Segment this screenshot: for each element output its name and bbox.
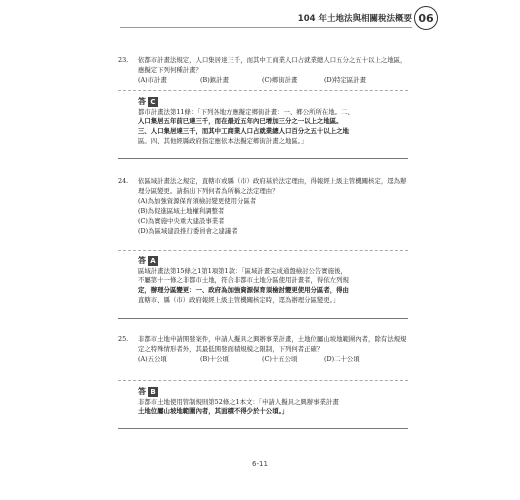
option-c: (C)為實施中央重大建設事業者: [138, 217, 225, 225]
answer-line: 人口集居五年前已達三千，而在最近五年內已增加三分之一以上之地區。: [138, 117, 343, 126]
answer-line: 土地位屬山坡地範圍內者，其面積不得少於十公頃。」: [138, 407, 289, 416]
divider: [118, 90, 408, 91]
option-a: (A)市計畫: [138, 76, 167, 84]
question-stem: 非都市土地申請開發案件，申請人擬具之興辦事業計畫，土地位屬山坡地範圍內者，除有法規規定之特殊情形者外，其最低開發面積規模之限制，下列何者正確？: [138, 335, 407, 353]
question-number: 24.: [118, 177, 129, 185]
question-24: [118, 176, 408, 236]
header-rule: [120, 27, 412, 28]
question-number: 25.: [118, 335, 129, 343]
answer-letter: A: [148, 256, 158, 266]
answer-letter: B: [148, 387, 158, 397]
option-d: (D)二十公頃: [324, 355, 360, 363]
option-b: (B)鎮計畫: [200, 76, 229, 84]
answer-letter: C: [148, 97, 158, 107]
option-b: (B)為促進區域土地權利調整者: [138, 207, 225, 215]
answer-line: 定，辦理分區變更：一、政府為加強資源保育須檢討變更使用分區者，得由: [138, 285, 349, 294]
chapter-badge: 06: [414, 6, 438, 30]
answer-badge: [138, 387, 158, 397]
answer-line: 直轄市、縣（市）政府報經上級主管機關核定時，逕為辦理分區變更。」: [138, 295, 340, 304]
answer-line: 三、人口集居達三千，而其中工商業人口占就業總人口百分之五十以上之地: [138, 126, 349, 135]
answer-label: 答: [138, 97, 146, 107]
page-header-title: 104 年土地法與相關稅法概要: [297, 14, 412, 24]
question-stem: 依都市計畫法規定，人口集居達三千，而其中工商業人口占就業總人口五分之五十以上之地區，應擬定下列何種計畫？: [138, 56, 407, 74]
question-stem: 依區域計畫法之規定，直轄市或縣（市）政府基於法定理由，得報經上級主管機關核定，逕為辦理分區變更。請指出下列何者為所稱之法定理由？: [138, 177, 407, 195]
question-25: [118, 334, 408, 364]
page-number: 6-11: [252, 460, 268, 468]
divider: [118, 318, 408, 319]
answer-label: 答: [138, 387, 146, 397]
answer-line: 非都市土地使用管制規則第52條之1本文：「申請人擬具之興辦事業計畫: [138, 397, 339, 406]
option-c: (C)十五公頃: [262, 355, 298, 363]
options-row: [138, 354, 408, 364]
divider: [118, 158, 408, 159]
option-d: (D)為區域建設推行委員會之建議者: [138, 227, 238, 235]
options-row: [138, 75, 408, 85]
answer-label: 答: [138, 256, 146, 266]
answer-25: [138, 387, 408, 417]
answer-23: [138, 97, 408, 146]
answer-24: [138, 256, 408, 305]
option-b: (B)十公頃: [200, 355, 229, 363]
options-list: [138, 196, 408, 236]
divider: [118, 250, 408, 251]
answer-line: 區。四、其他經縣政府指定應依本法擬定鄉街計畫之地區。」: [138, 136, 308, 145]
option-a: (A)為加強資源保育須檢討變更使用分區者: [138, 197, 257, 205]
option-c: (C)鄉街計畫: [262, 76, 298, 84]
option-d: (D)特定區計畫: [324, 76, 367, 84]
option-a: (A)五公頃: [138, 355, 167, 363]
answer-badge: [138, 97, 158, 107]
answer-line: 不屬第十一條之非都市土地，符合非都市土地分區使用計畫者，得依左列規: [138, 276, 349, 285]
question-number: 23.: [118, 56, 129, 64]
divider: [118, 428, 408, 429]
answer-badge: [138, 256, 158, 266]
question-23: [118, 55, 408, 85]
divider: [118, 380, 408, 381]
answer-line: 都市計畫法第11條：「下列各地方應擬定鄉街計畫：一、鄉公所所在地。二、: [138, 107, 354, 116]
answer-line: 區域計畫法第15條之1第1項第1款：「區域計畫完成通盤檢討公告實施後，: [138, 266, 347, 275]
